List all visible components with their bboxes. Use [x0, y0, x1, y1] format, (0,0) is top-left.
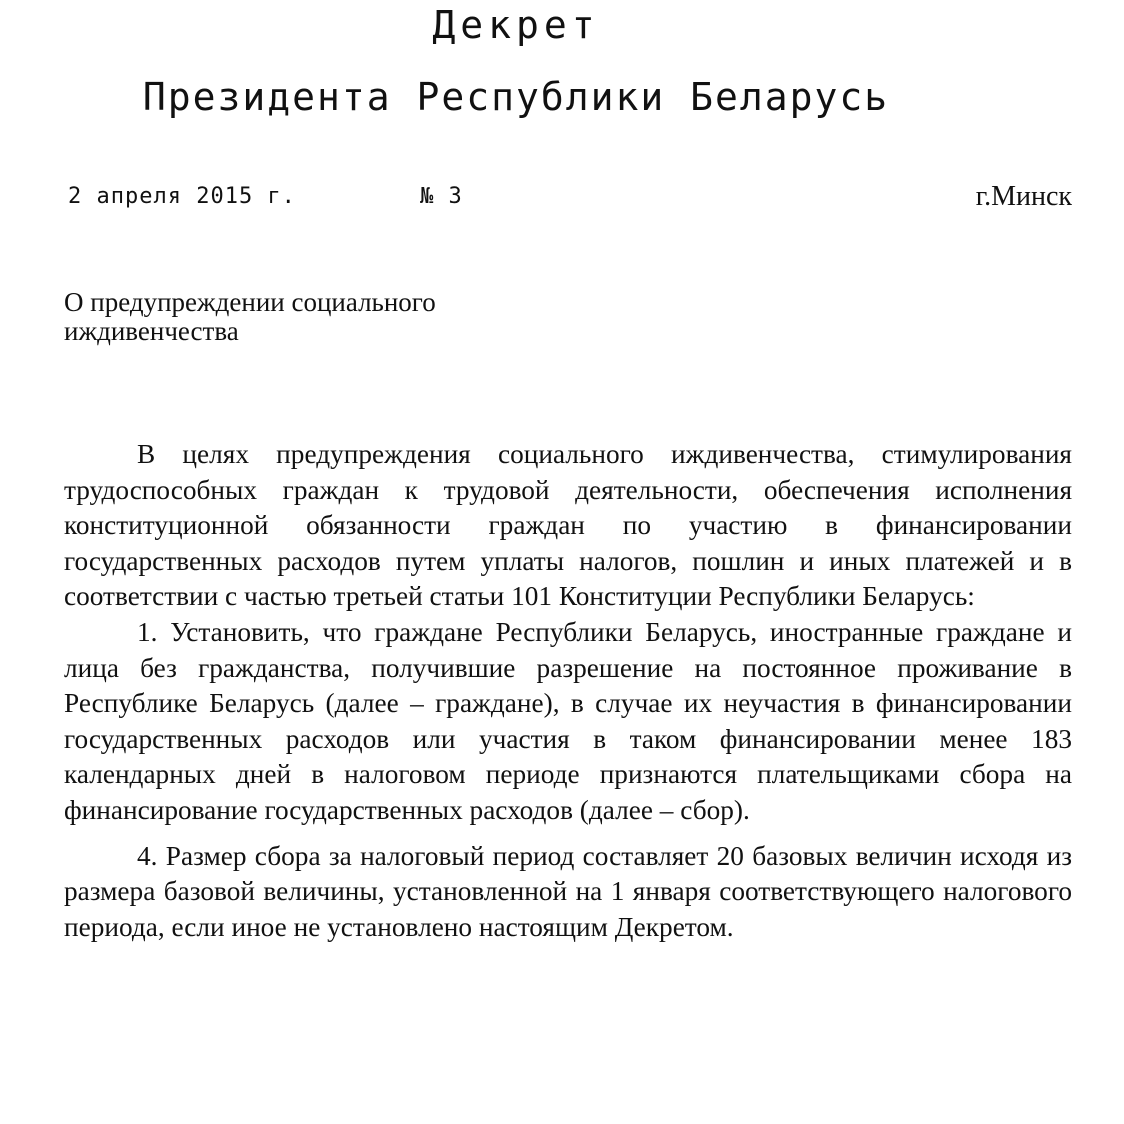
- document-city: г.Минск: [975, 181, 1072, 212]
- clause-4-paragraph: 4. Размер сбора за налоговый период составляет 20 базовых величин исходя из размера базовой величины, установленной на 1 января соответствующего налогового периода, если иное не установлено настоящим Декретом.: [64, 840, 1072, 942]
- document-title: Декрет: [432, 3, 600, 47]
- document-subject: [64, 288, 544, 346]
- subject-line-1: О предупреждении социального: [64, 287, 436, 317]
- document-number: № 3: [420, 184, 463, 209]
- preamble-paragraph: В целях предупреждения социального иждивенчества, стимулирования трудоспособных граждан к трудовой деятельности, обеспечения исполнения конституционной обязанности граждан по участию в финансировании государственных расходов путем уплаты налогов, пошлин и иных платежей и в соответствии с частью третьей статьи 101 Конституции Республики Беларусь:: [64, 439, 1072, 612]
- subject-line-2: иждивенчества: [64, 316, 239, 346]
- clause-1-paragraph: 1. Установить, что граждане Республики Беларусь, иностранные граждане и лица без гражданства, получившие разрешение на постоянное проживание в Республике Беларусь (далее – граждане), в случае их неучастия в финансировании государственных расходов или участия в таком финансировании менее 183 календарных дней в налоговом периоде признаются плательщиками сбора на финансирование государственных расходов (далее – сбор).: [64, 616, 1072, 825]
- document-body: [64, 437, 1072, 945]
- document-date: 2 апреля 2015 г.: [68, 184, 296, 209]
- document-subtitle: Президента Республики Беларусь: [142, 75, 890, 119]
